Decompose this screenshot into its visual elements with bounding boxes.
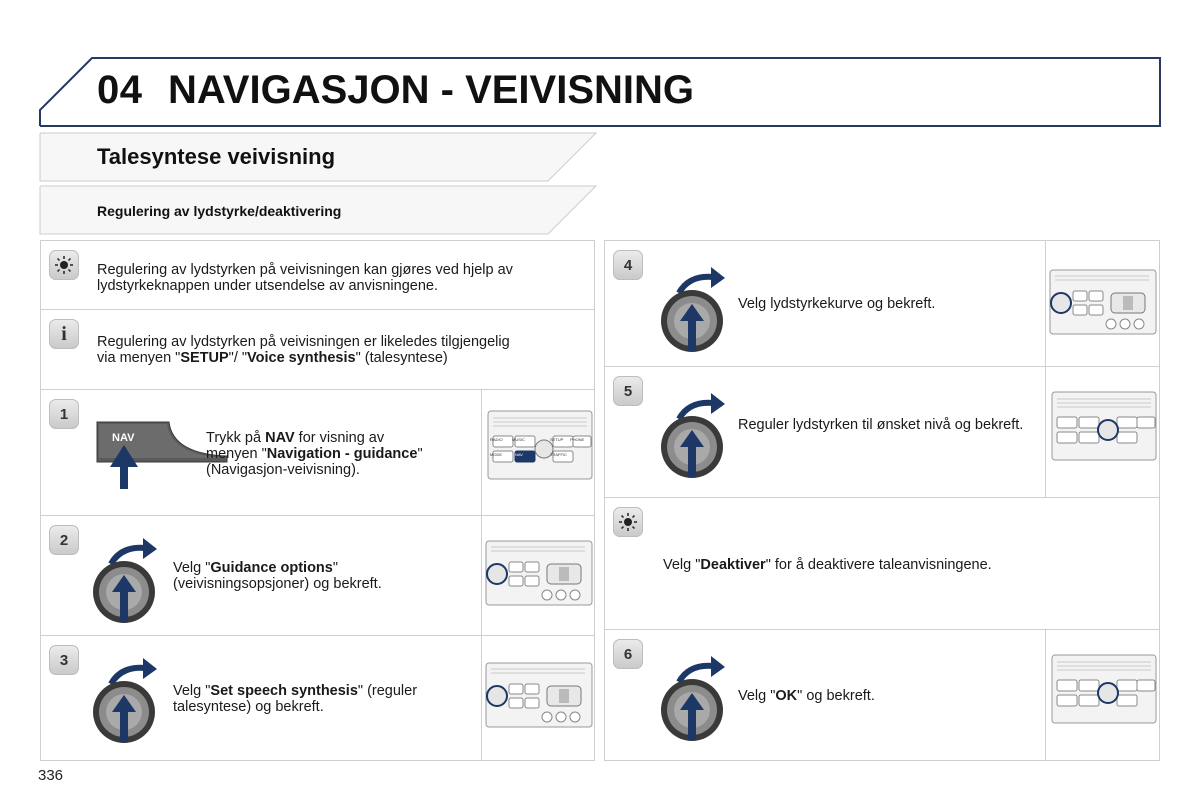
rotary-knob-icon bbox=[659, 383, 729, 481]
step1-line3: (Navigasjon-veivisning). bbox=[206, 462, 360, 478]
rotary-knob-icon bbox=[91, 528, 161, 626]
voice-synthesis-term: Voice synthesis bbox=[247, 350, 356, 366]
info-icon: i bbox=[49, 319, 79, 349]
tip-panel-volume bbox=[40, 240, 595, 310]
step-1-text bbox=[206, 430, 476, 478]
step-4-text: Velg lydstyrkekurve og bekreft. bbox=[738, 296, 936, 312]
radio-panel-cell bbox=[481, 516, 595, 635]
ok-term: OK bbox=[775, 688, 798, 704]
set-speech-synthesis-term: Set speech synthesis bbox=[210, 683, 358, 699]
rotary-knob-icon bbox=[659, 646, 729, 744]
radio-panel-cell bbox=[1045, 241, 1159, 366]
step2-line2: (veivisningsopsjoner) og bekreft. bbox=[173, 576, 382, 592]
radio-panel-illustration bbox=[1051, 654, 1157, 724]
radio-panel-illustration bbox=[1051, 391, 1157, 461]
setup-term: SETUP bbox=[180, 350, 229, 366]
step3-line1-pre: Velg " bbox=[173, 683, 211, 699]
step1-line2-post: " bbox=[417, 446, 423, 462]
info-panel-setup bbox=[40, 309, 595, 390]
info-line1: Regulering av lydstyrken på veivisningen er likeledes tilgjengelig bbox=[97, 334, 510, 350]
nav-key-label: NAV bbox=[112, 432, 135, 444]
radio-label: PHONE bbox=[570, 437, 585, 442]
nav-guidance-term: Navigation - guidance bbox=[266, 446, 418, 462]
info-text bbox=[97, 334, 577, 366]
step6-post: " og bekreft. bbox=[797, 688, 875, 704]
radio-panel-cell bbox=[481, 636, 595, 760]
page-number: 336 bbox=[38, 767, 64, 784]
step1-line1-post: for visning av bbox=[294, 430, 385, 446]
step-number-badge: 5 bbox=[613, 376, 643, 406]
radio-label: MUSIC bbox=[512, 437, 525, 442]
step-number-badge: 3 bbox=[49, 645, 79, 675]
info-line2-mid: "/ " bbox=[228, 350, 248, 366]
step3-line1-post: " (reguler bbox=[357, 683, 418, 699]
step-1-panel bbox=[40, 389, 595, 516]
radio-panel-illustration bbox=[485, 662, 593, 728]
section-title: Talesyntese veivisning bbox=[97, 144, 336, 169]
step-2-panel bbox=[40, 515, 595, 636]
lightbulb-icon bbox=[49, 250, 79, 280]
radio-panel-illustration bbox=[1049, 269, 1157, 335]
tip2-post: " for å deaktivere taleanvisningene. bbox=[765, 557, 992, 573]
step1-line2-pre: menyen " bbox=[206, 446, 267, 462]
radio-panel-illustration bbox=[485, 540, 593, 606]
info-line2-post: " (talesyntese) bbox=[355, 350, 448, 366]
step-number-badge: 2 bbox=[49, 525, 79, 555]
step-number-badge: 6 bbox=[613, 639, 643, 669]
chapter-number: 04 bbox=[97, 68, 143, 112]
step-6-text bbox=[738, 688, 1028, 704]
tip-deactivate-text bbox=[663, 557, 1143, 573]
radio-label: RADIO bbox=[490, 437, 503, 442]
nav-term: NAV bbox=[265, 430, 295, 446]
guidance-options-term: Guidance options bbox=[210, 560, 333, 576]
step3-line2: talesyntese) og bekreft. bbox=[173, 699, 324, 715]
radio-label: MODE bbox=[490, 452, 502, 457]
info-line2-pre: via menyen " bbox=[97, 350, 181, 366]
radio-panel-cell bbox=[1045, 630, 1159, 760]
radio-panel-illustration bbox=[487, 410, 593, 480]
lightbulb-icon bbox=[613, 507, 643, 537]
section-subtitle: Regulering av lydstyrke/deaktivering bbox=[97, 203, 342, 219]
radio-label: NAV bbox=[515, 452, 523, 457]
step2-line1-post: " bbox=[332, 560, 339, 576]
step-5-text: Reguler lydstyrken til ønsket nivå og bekreft. bbox=[738, 417, 1024, 433]
step-2-text bbox=[173, 560, 473, 592]
tip-text: Regulering av lydstyrken på veivisningen kan gjøres ved hjelp av lydstyrkeknappen under utsendelse av anvisningene. bbox=[97, 262, 513, 294]
press-arrow-icon bbox=[109, 445, 139, 490]
step-number-badge: 1 bbox=[49, 399, 79, 429]
rotary-knob-icon bbox=[91, 648, 161, 746]
step1-line1-pre: Trykk på bbox=[206, 430, 266, 446]
deaktiver-term: Deaktiver bbox=[700, 557, 766, 573]
step-5-panel bbox=[604, 366, 1160, 498]
rotary-knob-icon bbox=[659, 257, 729, 355]
step-4-panel bbox=[604, 240, 1160, 367]
step-3-panel bbox=[40, 635, 595, 761]
step2-line1-pre: Velg " bbox=[173, 560, 211, 576]
chapter-title: NAVIGASJON - VEIVISNING bbox=[168, 68, 695, 112]
radio-panel-cell bbox=[1045, 367, 1159, 497]
step-6-panel bbox=[604, 629, 1160, 761]
radio-label: TRAFFIC bbox=[550, 452, 567, 457]
tip-panel-deactivate bbox=[604, 497, 1160, 630]
step-3-text bbox=[173, 683, 473, 715]
tip2-pre: Velg " bbox=[663, 557, 701, 573]
step6-pre: Velg " bbox=[738, 688, 776, 704]
radio-label: SETUP bbox=[550, 437, 564, 442]
step-number-badge: 4 bbox=[613, 250, 643, 280]
